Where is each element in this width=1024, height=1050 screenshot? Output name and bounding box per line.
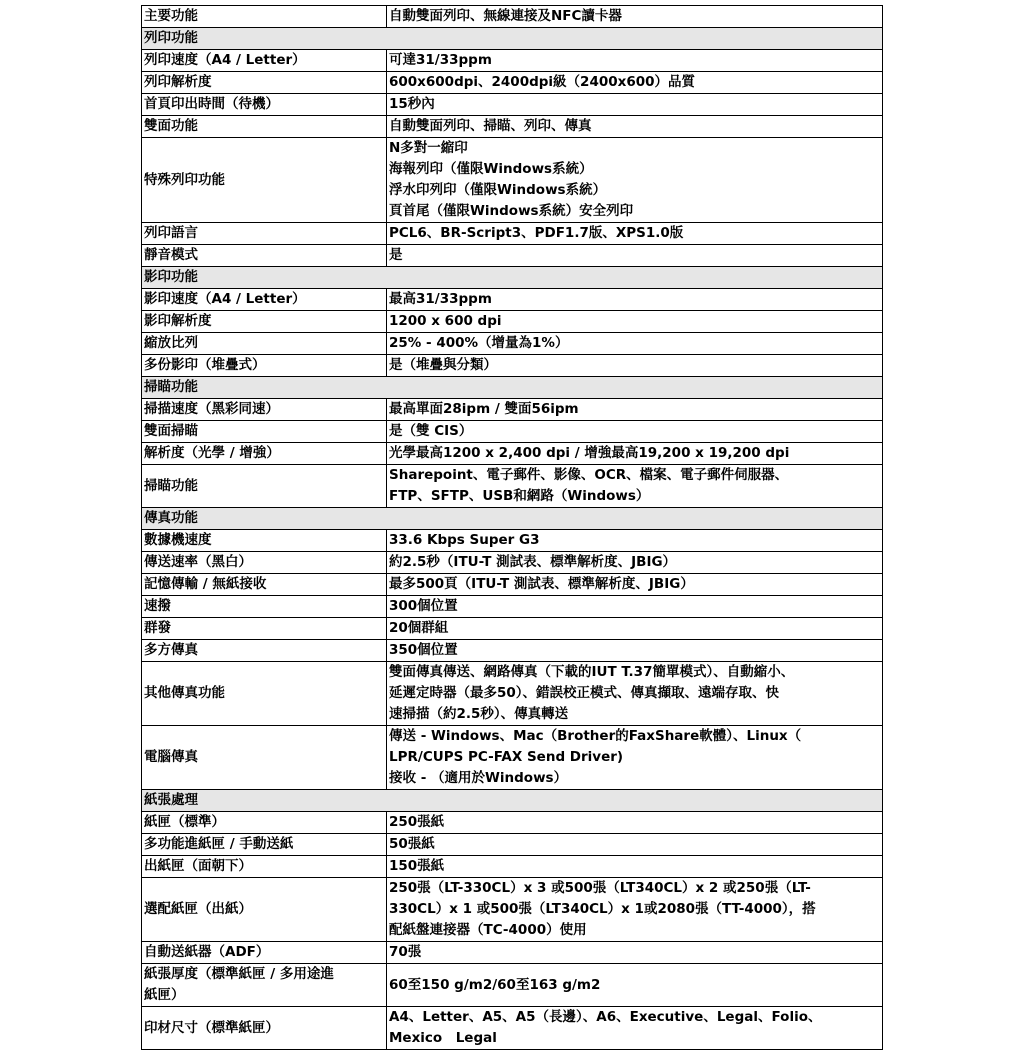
spec-label: 主要功能: [142, 6, 387, 28]
spec-value: 最多500頁（ITU-T 測試表、標準解析度、JBIG）: [387, 574, 883, 596]
spec-label: 解析度（光學 / 增強）: [142, 443, 387, 465]
section-title: 列印功能: [142, 28, 883, 50]
spec-row: [142, 223, 883, 245]
spec-value: 最高31/33ppm: [387, 289, 883, 311]
spec-value: 是（堆疊與分類）: [387, 355, 883, 377]
spec-row: [142, 942, 883, 964]
spec-row: [142, 640, 883, 662]
section-header-row: [142, 377, 883, 399]
section-title: 紙張處理: [142, 790, 883, 812]
spec-row: [142, 552, 883, 574]
spec-value: 50張紙: [387, 834, 883, 856]
spec-value: 是（雙 CIS）: [387, 421, 883, 443]
spec-label: 自動送紙器（ADF）: [142, 942, 387, 964]
spec-row: [142, 1007, 883, 1050]
spec-label: 出紙匣（面朝下）: [142, 856, 387, 878]
spec-table: [141, 5, 883, 1050]
spec-row: [142, 116, 883, 138]
spec-label: 縮放比列: [142, 333, 387, 355]
spec-row: [142, 596, 883, 618]
spec-value: 25% - 400%（增量為1%）: [387, 333, 883, 355]
spec-row: [142, 72, 883, 94]
spec-value: 15秒內: [387, 94, 883, 116]
spec-row: [142, 465, 883, 508]
section-title: 影印功能: [142, 267, 883, 289]
spec-row: [142, 574, 883, 596]
spec-label: 首頁印出時間（待機）: [142, 94, 387, 116]
spec-row: [142, 355, 883, 377]
section-header-row: [142, 28, 883, 50]
spec-row: [142, 399, 883, 421]
spec-label: 電腦傳真: [142, 726, 387, 790]
spec-label: 印材尺寸（標準紙匣）: [142, 1007, 387, 1050]
spec-value: Sharepoint、電子郵件、影像、OCR、檔案、電子郵件伺服器、 FTP、SFTP、USB和網路（Windows）: [387, 465, 883, 508]
section-header-row: [142, 790, 883, 812]
spec-label: 傳送速率（黑白）: [142, 552, 387, 574]
spec-value: 150張紙: [387, 856, 883, 878]
spec-row: [142, 662, 883, 726]
spec-label: 雙面功能: [142, 116, 387, 138]
spec-value: 60至150 g/m2/60至163 g/m2: [387, 964, 883, 1007]
spec-row: [142, 94, 883, 116]
spec-label: 多方傳真: [142, 640, 387, 662]
spec-row: [142, 245, 883, 267]
spec-value: 是: [387, 245, 883, 267]
spec-label: 選配紙匣（出紙）: [142, 878, 387, 942]
spec-value: 20個群組: [387, 618, 883, 640]
spec-row: [142, 856, 883, 878]
spec-label: 紙匣（標準）: [142, 812, 387, 834]
spec-row: [142, 726, 883, 790]
spec-label: 列印速度（A4 / Letter）: [142, 50, 387, 72]
spec-row: [142, 812, 883, 834]
spec-label: 其他傳真功能: [142, 662, 387, 726]
spec-value: 最高單面28ipm / 雙面56ipm: [387, 399, 883, 421]
spec-row: [142, 618, 883, 640]
spec-row: [142, 333, 883, 355]
spec-label: 列印解析度: [142, 72, 387, 94]
spec-label: 影印速度（A4 / Letter）: [142, 289, 387, 311]
spec-label: 掃瞄功能: [142, 465, 387, 508]
spec-value: 33.6 Kbps Super G3: [387, 530, 883, 552]
spec-label: 影印解析度: [142, 311, 387, 333]
section-header-row: [142, 267, 883, 289]
spec-value: 250張（LT-330CL）x 3 或500張（LT340CL）x 2 或250張（LT- 330CL）x 1 或500張（LT340CL）x 1或2080張（TT-4000），搭 配紙盤連接器（TC-4000）使用: [387, 878, 883, 942]
spec-label: 紙張厚度（標準紙匣 / 多用途進 紙匣）: [142, 964, 387, 1007]
spec-row: [142, 834, 883, 856]
spec-row: [142, 443, 883, 465]
spec-table-body: [142, 6, 883, 1050]
spec-value: 250張紙: [387, 812, 883, 834]
spec-value: 自動雙面列印、無線連接及NFC讀卡器: [387, 6, 883, 28]
spec-label: 速撥: [142, 596, 387, 618]
spec-row: [142, 964, 883, 1007]
spec-row: [142, 6, 883, 28]
spec-row: [142, 530, 883, 552]
spec-row: [142, 138, 883, 223]
spec-value: 傳送 - Windows、Mac（Brother的FaxShare軟體）、Linux（ LPR/CUPS PC-FAX Send Driver) 接收 - （適用於Windows）: [387, 726, 883, 790]
section-title: 傳真功能: [142, 508, 883, 530]
spec-label: 記憶傳輸 / 無紙接收: [142, 574, 387, 596]
spec-label: 靜音模式: [142, 245, 387, 267]
spec-label: 列印語言: [142, 223, 387, 245]
spec-row: [142, 878, 883, 942]
spec-value: 350個位置: [387, 640, 883, 662]
spec-label: 群發: [142, 618, 387, 640]
spec-row: [142, 50, 883, 72]
spec-label: 多份影印（堆疊式）: [142, 355, 387, 377]
spec-value: 自動雙面列印、掃瞄、列印、傳真: [387, 116, 883, 138]
spec-value: A4、Letter、A5、A5（長邊）、A6、Executive、Legal、Folio、 Mexico Legal: [387, 1007, 883, 1050]
spec-value: 70張: [387, 942, 883, 964]
spec-row: [142, 289, 883, 311]
spec-value: 雙面傳真傳送、網路傳真（下載的IUT T.37簡單模式）、自動縮小、 延遲定時器（最多50）、錯誤校正模式、傳真擷取、遠端存取、快 速掃描（約2.5秒）、傳真轉送: [387, 662, 883, 726]
spec-value: 光學最高1200 x 2,400 dpi / 增強最高19,200 x 19,200 dpi: [387, 443, 883, 465]
spec-value: 600x600dpi、2400dpi級（2400x600）品質: [387, 72, 883, 94]
spec-label: 數據機速度: [142, 530, 387, 552]
spec-value: 1200 x 600 dpi: [387, 311, 883, 333]
spec-value: 可達31/33ppm: [387, 50, 883, 72]
spec-row: [142, 311, 883, 333]
spec-row: [142, 421, 883, 443]
spec-value: 300個位置: [387, 596, 883, 618]
spec-label: 掃描速度（黑彩同速）: [142, 399, 387, 421]
section-title: 掃瞄功能: [142, 377, 883, 399]
spec-value: N多對一縮印 海報列印（僅限Windows系統） 浮水印列印（僅限Windows系統） 頁首尾（僅限Windows系統）安全列印: [387, 138, 883, 223]
spec-value: 約2.5秒（ITU-T 測試表、標準解析度、JBIG）: [387, 552, 883, 574]
section-header-row: [142, 508, 883, 530]
spec-value: PCL6、BR-Script3、PDF1.7版、XPS1.0版: [387, 223, 883, 245]
spec-label: 多功能進紙匣 / 手動送紙: [142, 834, 387, 856]
spec-label: 雙面掃瞄: [142, 421, 387, 443]
spec-label: 特殊列印功能: [142, 138, 387, 223]
